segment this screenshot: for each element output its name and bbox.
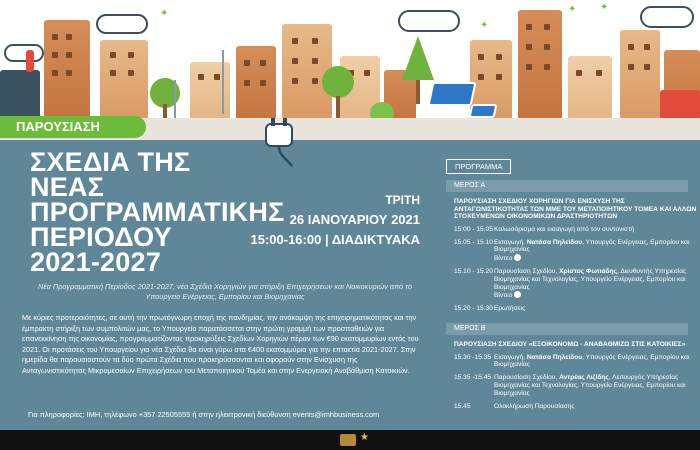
part-a-label: ΜΕΡΟΣ Α	[446, 180, 688, 192]
speaker-role: , Λειτουργός Υπηρεσίας Βιομηχανίας και Τεχνολογίας, Υπουργείο Ενέργειας, Εμπορίου και Βιομηχανίας	[494, 374, 686, 397]
event-time-place: 15:00-16:00 | ΔΙΑΔΙΚΤΥΑΚΑ	[250, 232, 420, 247]
program-item-text: Παρουσίαση Σχεδίου,	[494, 267, 560, 275]
program-row	[446, 374, 700, 397]
title-line: 2021-2027	[30, 247, 161, 277]
part-a-title: ΠΑΡΟΥΣΙΑΣΗ ΣΧΕΔΙΟΥ ΧΟΡΗΓΙΩΝ ΓΙΑ ΕΝΙΣΧΥΣΗ ΤΗΣ ΑΝΤΑΓΩΝΙΣΤΙΚΟΤΗΤΑΣ ΤΩΝ ΜΜΕ ΤΟΥ ΜΕΤΑΠΟΙΗΤΙΚΟΥ ΤΟΜΕΑ ΚΑΙ ΑΛΛΩΝ ΣΤΟΧΕΥΜΕΝΩΝ ΟΙΚΟΝΟΜΙΚΩΝ ΔΡΑΣΤΗΡΙΟΤΗΤΩΝ	[454, 198, 697, 221]
program-time: 15.30 -15.35	[454, 353, 492, 361]
speaker-role: , Υπουργός Ενέργειας, Εμπορίου και Βιομηχανίας	[494, 353, 690, 369]
wind-turbine-icon	[222, 50, 224, 114]
program-column	[446, 156, 700, 414]
program-time: 15:00 - 15.05	[454, 225, 493, 233]
program-row	[446, 354, 700, 370]
program-item	[494, 374, 700, 397]
cloud-icon	[4, 44, 44, 62]
video-label: Βίντεο	[494, 292, 513, 300]
event-date: 26 ΙΑΝΟΥΑΡΙΟΥ 2021	[289, 212, 420, 227]
factory-icon	[0, 70, 40, 120]
title-line: ΠΕΡΙΟΔΟΥ	[30, 222, 172, 252]
program-row	[446, 403, 700, 411]
house-block	[100, 40, 148, 120]
program-item-text: Εισαγωγή,	[494, 238, 527, 246]
sparkle-icon: ✦	[160, 8, 169, 19]
play-icon[interactable]	[514, 254, 521, 261]
event-description: Με κύριες προτεραιότητες, σε αυτή την πρωτόγνωρη εποχή της πανδημίας, την ανάκαμψη της επιχειρηματικότητας και την έμπρακτη στήριξη των συμπολιτών μας, το Υπουργείο παρατάσσεται στην πρώτη γραμμή των προσπαθειών για επανεκκίνηση της οικονομίας, προγραμματίζοντας προκηρύξεις Σχεδίων Χορηγιών πέραν των €90 εκατομμυρίων εντός του 2021. Οι προτάσεις του Υπουργείου για νέα Σχέδια θα είναι γύρω στα €400 εκατομμύρια για την επταετία 2021-2027. Στην ημερίδα θα παρουσιαστούν τα δύο πρώτα Σχέδια που προκηρύσσονται και αφορούν στην Ενίσχυση της Ανταγωνιστικότητας Μικρομεσαίων Επιχειρήσεων του Μεταποιητικού Τομέα και στην Ενεργειακή Αναβάθμιση Κατοικιών.	[22, 313, 419, 375]
program-item-text: Ερωτήσεις	[494, 305, 526, 313]
house-block	[236, 46, 276, 120]
sparkle-icon: ✦	[600, 2, 609, 13]
factory-icon	[660, 90, 700, 120]
eu-star-icon: ★	[360, 432, 369, 443]
house-block	[568, 56, 612, 120]
tree-icon	[322, 66, 354, 98]
program-item-text: Καλωσόρισμα και εισαγωγή από τον συντονιστή	[494, 225, 635, 233]
tree-trunk	[336, 96, 340, 120]
solar-panel-icon	[427, 82, 476, 106]
program-item	[494, 354, 700, 370]
speaker-role: , Διευθυντής Υπηρεσίας Βιομηχανίας και Τεχνολογίας, Υπουργείο Ενέργειας, Εμπορίου και Βιομηχανίας	[494, 267, 687, 291]
program-item-text: Ολοκλήρωση Παρουσίασης	[494, 402, 575, 410]
program-row	[446, 305, 700, 313]
title-line: ΣΧΕΔΙΑ ΤΗΣ ΝΕΑΣ	[30, 147, 191, 202]
program-item	[494, 305, 700, 313]
house-block	[620, 30, 660, 120]
sparkle-icon: ✦	[568, 4, 577, 15]
wind-turbine-icon	[174, 80, 176, 120]
speaker-name: Χρίστος Φωτιάδης	[559, 267, 618, 275]
program-row	[446, 268, 700, 300]
video-link[interactable]	[494, 291, 696, 300]
house-block	[518, 10, 562, 120]
cloud-icon	[96, 14, 148, 34]
program-item-text: Παρουσίαση Σχεδίου,	[494, 374, 560, 382]
part-b-label: ΜΕΡΟΣ Β	[446, 323, 688, 335]
cloud-icon	[398, 10, 460, 32]
row-gap	[446, 313, 700, 317]
program-time: 15.35 -15.45	[454, 374, 492, 382]
program-time: 15.05 - 15.10	[454, 238, 493, 246]
presentation-tag: ΠΑΡΟΥΣΙΑΣΗ	[0, 116, 146, 138]
speaker-name: Νατάσα Πηλείδου	[526, 353, 583, 361]
row-gap	[446, 369, 700, 373]
program-item	[494, 268, 700, 300]
speaker-role: , Υπουργός Ενέργειας, Εμπορίου και Βιομηχανίας	[494, 238, 690, 254]
sparkle-icon: ✦	[480, 20, 489, 31]
part-b-rows	[446, 354, 700, 415]
program-row	[446, 239, 700, 263]
video-label: Βίντεο	[494, 255, 513, 263]
speaker-name: Νατάσα Πηλείδου	[526, 238, 583, 246]
row-gap	[446, 234, 700, 238]
program-time: 15.20 - 15.30	[454, 305, 493, 313]
part-b-title: ΠΑΡΟΥΣΙΑΣΗ ΣΧΕΔΙΟΥ «ΕΞΟΙΚΟΝΟΜΩ - ΑΝΑΒΑΘΜΙΖΩ ΣΤΙΣ ΚΑΤΟΙΚΙΕΣ»	[454, 340, 686, 348]
program-row	[446, 226, 700, 234]
pine-tree-icon	[402, 36, 434, 80]
cloud-icon	[640, 6, 694, 28]
program-time: 15.45	[454, 402, 471, 410]
row-gap	[446, 263, 700, 267]
program-item-text: Εισαγωγή,	[494, 353, 527, 361]
tree-trunk	[416, 80, 420, 104]
factory-chimney	[26, 50, 34, 72]
house-block	[190, 62, 230, 120]
row-gap	[446, 300, 700, 304]
program-item	[494, 403, 700, 411]
part-a-rows	[446, 226, 700, 317]
program-item	[494, 226, 700, 234]
event-subtitle: Νέα Προγραμματική Περίοδος 2021-2027, νέα Σχέδια Χορηγιών για στήριξη Επιχειρήσεων και Νοικοκυριών από το Υπουργείο Ενέργειας, Εμπορίου και Βιομηχανίας	[37, 282, 412, 301]
event-day: ΤΡΙΤΗ	[385, 193, 420, 207]
solar-panel-icon	[469, 104, 498, 118]
title-line: ΠΡΟΓΡΑΜΜΑΤΙΚΗΣ	[30, 197, 285, 227]
row-gap	[446, 410, 700, 414]
house-block	[44, 20, 90, 120]
play-icon[interactable]	[514, 291, 521, 298]
program-label: ΠΡΟΓΡΑΜΜΑ	[446, 159, 511, 174]
program-time: 15.10 - 15.20	[454, 267, 493, 275]
row-gap	[446, 398, 700, 402]
contact-info: Για πληροφορίες: ΙΜΗ, τηλέφωνο +357 22505555 ή στην ηλεκτρονική διεύθυνση events@imhbusiness.com	[28, 410, 380, 419]
program-item	[494, 239, 700, 263]
ministry-logo	[340, 434, 356, 446]
video-link[interactable]	[494, 254, 696, 263]
speaker-name: Αντρέας Λιζίδης	[559, 374, 609, 382]
event-datetime	[220, 190, 420, 250]
